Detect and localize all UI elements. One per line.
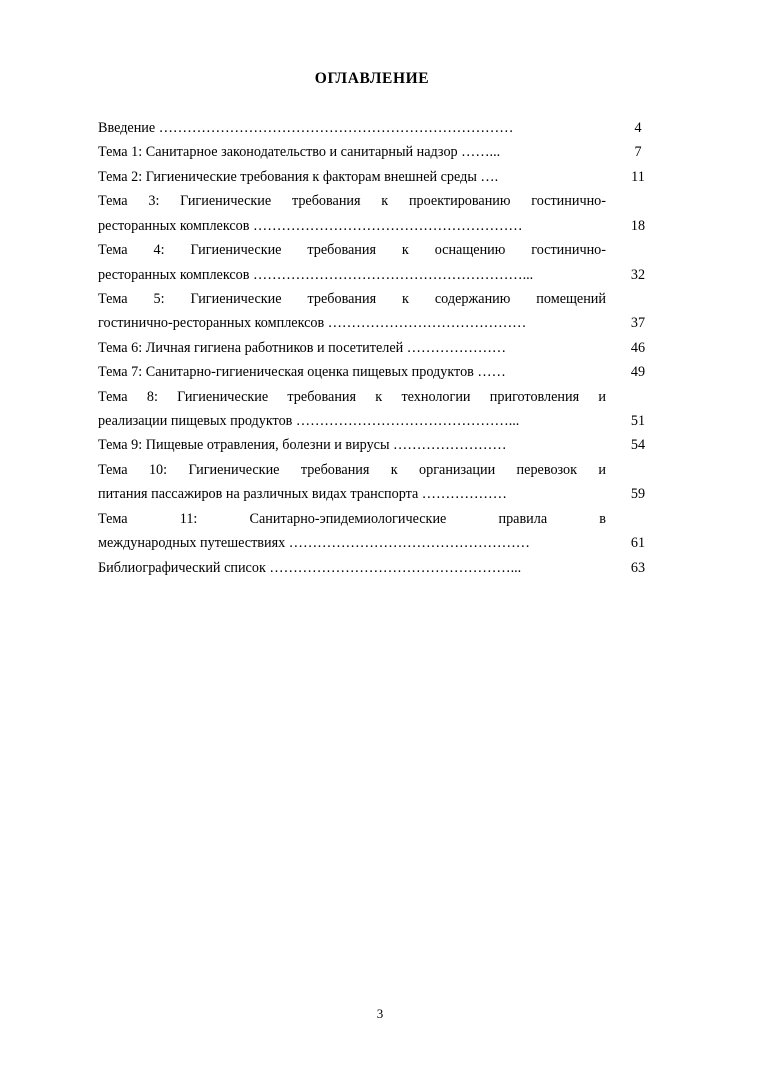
toc-entry[interactable]	[98, 556, 664, 580]
toc-entry-page-number: 63	[630, 559, 646, 576]
toc-entry-page-number: 51	[630, 413, 646, 430]
toc-entry-label	[98, 360, 612, 384]
toc-entry-line: гостинично-ресторанных комплексов ……………………………………	[98, 315, 527, 332]
toc-entry-label	[98, 238, 612, 287]
toc-entry-label	[98, 140, 612, 164]
toc-entry-line: Тема 5: Гигиенические требования к содержанию помещений	[98, 290, 606, 307]
toc-entry-label	[98, 556, 612, 580]
toc-entry-label	[98, 287, 612, 336]
toc-entry-page-number: 4	[634, 120, 642, 136]
toc-entry-page-number: 59	[630, 486, 646, 503]
toc-entry-line: Тема 4: Гигиенические требования к оснащению гостинично-	[98, 242, 606, 259]
toc-entry-page-number: 46	[630, 339, 646, 356]
toc-entry-line: международных путешествиях ……………………………………………	[98, 535, 530, 552]
toc-entry-line: питания пассажиров на различных видах транспорта ………………	[98, 486, 507, 503]
toc-entry-line: Тема 3: Гигиенические требования к проектированию гостинично-	[98, 193, 606, 210]
toc-entry-page-number: 18	[630, 217, 646, 234]
toc-entry-label	[98, 507, 612, 556]
toc-entry-page-number: 11	[631, 168, 645, 185]
table-of-contents	[98, 116, 664, 580]
toc-entry[interactable]	[98, 140, 664, 164]
page-title: ОГЛАВЛЕНИЕ	[314, 70, 430, 87]
toc-entry[interactable]	[98, 287, 664, 336]
toc-entry[interactable]	[98, 165, 664, 189]
toc-entry-page-number: 49	[630, 364, 646, 381]
toc-entry[interactable]	[98, 189, 664, 238]
toc-entry-line: реализации пищевых продуктов ………………………………………...	[98, 413, 520, 430]
toc-entry-line: Тема 9: Пищевые отравления, болезни и вирусы ……………………	[98, 437, 507, 454]
toc-entry-line: ресторанных комплексов …………………………………………………	[98, 217, 523, 234]
toc-entry[interactable]	[98, 458, 664, 507]
toc-entry-label	[98, 433, 612, 457]
toc-entry-line: Тема 8: Гигиенические требования к технологии приготовления и	[98, 388, 606, 405]
toc-entry[interactable]	[98, 116, 664, 140]
toc-entry-line: Тема 6: Личная гигиена работников и посетителей …………………	[98, 339, 507, 356]
toc-entry-page-number: 32	[630, 266, 646, 283]
toc-entry[interactable]	[98, 507, 664, 556]
toc-entry[interactable]	[98, 433, 664, 457]
toc-entry-label	[98, 336, 612, 360]
toc-entry[interactable]	[98, 238, 664, 287]
toc-entry[interactable]	[98, 360, 664, 384]
toc-entry-line: Тема 7: Санитарно-гигиеническая оценка пищевых продуктов ……	[98, 364, 506, 381]
toc-entry-label	[98, 116, 612, 140]
toc-entry-page-number: 37	[630, 315, 646, 332]
toc-entry-line: Тема 10: Гигиенические требования к организации перевозок и	[98, 461, 606, 478]
toc-entry-line: ресторанных комплексов …………………………………………………...	[98, 266, 534, 283]
toc-entry-label	[98, 458, 612, 507]
toc-entry-page-number: 7	[634, 144, 642, 161]
toc-entry-line: Библиографический список ……………………………………………...	[98, 559, 522, 576]
page-number: 3	[376, 1006, 384, 1021]
toc-entry-label	[98, 189, 612, 238]
toc-entry-page-number: 61	[630, 535, 646, 552]
toc-entry-page-number: 54	[630, 437, 646, 454]
toc-entry-label	[98, 165, 612, 189]
toc-entry[interactable]	[98, 385, 664, 434]
toc-entry-line: Тема 1: Санитарное законодательство и санитарный надзор ……...	[98, 144, 501, 161]
toc-entry-line: Тема 11: Санитарно-эпидемиологические правила в	[98, 510, 606, 527]
toc-entry-line: Введение …………………………………………………………………	[98, 120, 514, 136]
toc-entry[interactable]	[98, 336, 664, 360]
toc-entry-label	[98, 385, 612, 434]
toc-entry-line: Тема 2: Гигиенические требования к факторам внешней среды ….	[98, 168, 499, 185]
